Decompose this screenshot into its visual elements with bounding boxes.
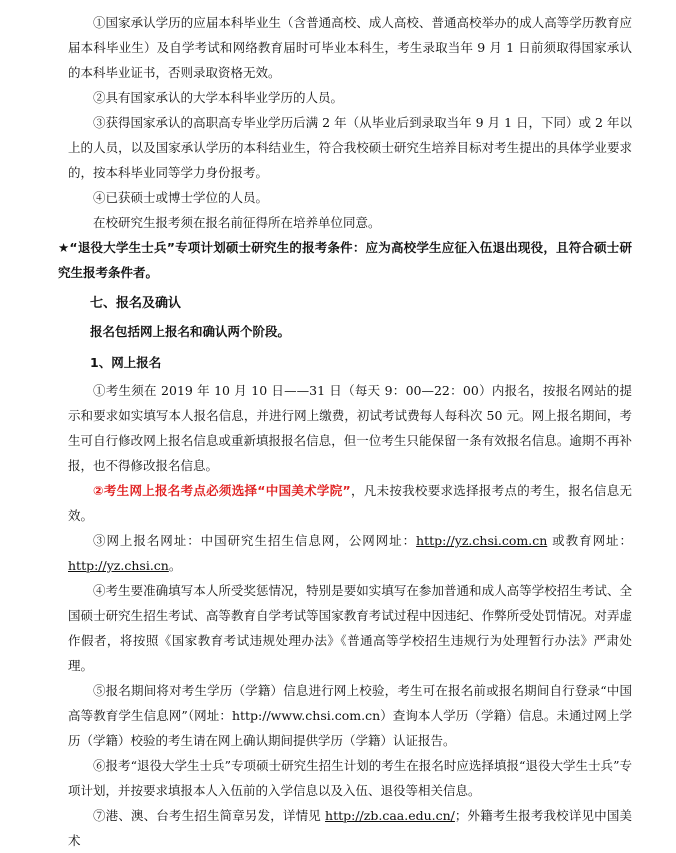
star-veteran-condition: ★“退役大学生士兵”专项计划硕士研究生的报考条件：应为高校学生应征入伍退出现役，且符合硕士研究生报考条件者。 [58,240,632,280]
paragraph-online-7 [68,803,632,853]
paragraph-eligibility-4: ④已获硕士或博士学位的人员。 [93,190,269,205]
yz-chsi-link[interactable]: http://yz.chsi.com.cn [416,533,548,548]
online-7-end: ；外籍考生报考我校详见中国美术 [68,808,632,848]
subsection-heading-online: 1、网上报名 [90,355,162,370]
online-7-prefix: ⑦港、澳、台考生招生简章另发，详情见 [93,808,326,823]
paragraph-online-4: ④考生要准确填写本人所受奖惩情况，特别是要如实填写在参加普通和成人高等学校招生考试、全国硕士研究生招生考试、高等教育自学考试等国家教育考试过程中因违纪、作弊所受处罚情况。对弄虚作假者，将按照《国家教育考试违规处理办法》《普通高等学校招生违规行为处理暂行办法》严肃处理。 [68,583,632,673]
paragraph-eligibility-1: ①国家承认学历的应届本科毕业生（含普通高校、成人高校、普通高校举办的成人高等学历教育应届本科毕业生）及自学考试和网络教育届时可毕业本科生，考生录取当年 9 月 1 日前须取得国家承认的本科毕业证书，否则录取资格无效。 [68,15,632,80]
red-emphasis-text: ②考生网上报名考点必须选择“中国美术学院” [93,483,351,498]
online-3-end: 。 [168,558,182,573]
paragraph-eligibility-3: ③获得国家承认的高职高专毕业学历后满 2 年（从毕业后到录取当年 9 月 1 日，下同）或 2 年以上的人员，以及国家承认学历的本科结业生，符合我校硕士研究生培养目标对考生提出的具体学业要求的，按本科毕业同等学力身份报考。 [68,115,632,180]
online-2-rest: ，凡未按我校要求选择报考点的考生，报名信息无效。 [68,483,632,523]
online-3-prefix: ③网上报名网址：中国研究生招生信息网，公网网址： [93,533,417,548]
paragraph-eligibility-2: ②具有国家承认的大学本科毕业学历的人员。 [93,90,344,105]
paragraph-online-2 [68,478,632,528]
paragraph-in-school-note: 在校研究生报考须在报名前征得所在培养单位同意。 [93,215,381,230]
paragraph-online-1: ①考生须在 2019 年 10 月 10 日——31 日（每天 9：00—22：00）内报名，按报名网站的提示和要求如实填写本人报名信息，并进行网上缴费，初试考试费每人每科次 50 元。网上报名期间，考生可自行修改网上报名信息或重新填报报名信息，但一位考生只能保留一条有效报名信息。逾期不再补报，也不得修改报名信息。 [68,383,632,473]
paragraph-online-3 [68,528,632,578]
zb-caa-link[interactable]: http://zb.caa.edu.cn/ [325,808,455,823]
paragraph-online-5: ⑤报名期间将对考生学历（学籍）信息进行网上校验，考生可在报名前或报名期间自行登录“中国高等教育学生信息网”（网址：http://www.chsi.com.cn）查询本人学历（学籍）信息。未通过网上学历（学籍）校验的考生请在网上确认期间提供学历（学籍）认证报告。 [68,683,632,748]
section-heading-registration: 七、报名及确认 [90,296,182,311]
paragraph-online-6: ⑥报考“退役大学生士兵”专项硕士研究生招生计划的考生在报名时应选择填报“退役大学生士兵”专项计划，并按要求填报本人入伍前的入学信息以及入伍、退役等相关信息。 [68,758,632,798]
yz-chsi-edu-link[interactable]: http://yz.chsi.cn [68,558,169,573]
online-3-mid: 或教育网址： [547,533,632,548]
section-intro: 报名包括网上报名和确认两个阶段。 [90,324,291,339]
